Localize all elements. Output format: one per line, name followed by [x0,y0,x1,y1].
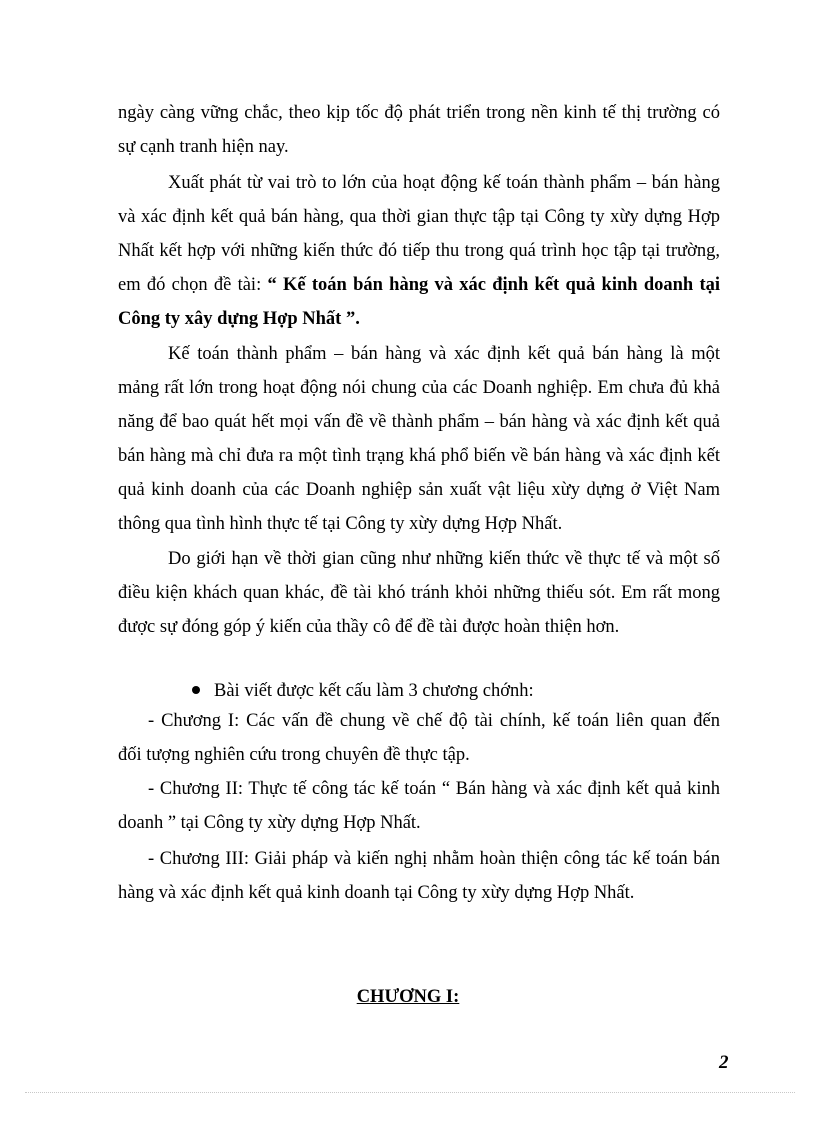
text-line: mảng rất lớn trong hoạt động nói chung của các Doanh nghiệp. Em chưa đủ khả [118,378,720,398]
paragraph-2 [118,166,720,336]
chapter-1 [118,704,720,772]
chapter-heading: CHƯƠNG I: [356,987,460,1007]
footer-divider [25,1092,795,1093]
text-line: - Chương III: Giải pháp và kiến nghị nhằm hoàn thiện công tác kế toán bán [148,849,720,869]
text-line: được sự đóng góp ý kiến của thầy cô để đề tài được hoàn thiện hơn. [118,617,620,637]
bullet-text: Bài viết được kết cấu làm 3 chương chớnh: [214,681,534,701]
text-line: Nhất kết hợp với những kiến thức đó tiếp thu trong quá trình học tập tại trường, [118,241,720,261]
text-line: - Chương II: Thực tế công tác kế toán “ Bán hàng và xác định kết quả kinh [148,779,720,799]
chapter-2 [118,772,720,840]
text-line: Kế toán thành phẩm – bán hàng và xác định kết quả bán hàng là một [168,344,720,364]
chapter-3 [118,842,720,910]
text-line: năng để bao quát hết mọi vấn đề về thành phẩm – bán hàng và xác định kết quả [118,412,720,432]
text-line: bán hàng mà chỉ đưa ra một tình trạng khá phổ biến về bán hàng và xác định kết [118,446,720,466]
text-line: hàng và xác định kết quả kinh doanh tại Công ty xừy dựng Hợp Nhất. [118,883,635,903]
text-line [118,268,720,302]
text-line: và xác định kết quả bán hàng, qua thời gian thực tập tại Công ty xừy dựng Hợp [118,207,720,227]
bullet-item [192,674,534,708]
text-line: điều kiện khách quan khác, đề tài khó tránh khỏi những thiếu sót. Em rất mong [118,583,720,603]
text-line [118,302,720,336]
text-line: doanh ” tại Công ty xừy dựng Hợp Nhất. [118,813,421,833]
text-line: thông qua tình hình thực tế tại Công ty xừy dựng Hợp Nhất. [118,514,563,534]
bullet-icon [192,686,200,694]
topic-title: “ Kế toán bán hàng và xác định kết quả kinh doanh tại [267,275,720,295]
text-line: ngày càng vững chắc, theo kịp tốc độ phát triển trong nền kinh tế thị trường có [118,103,720,123]
text-line: quả kinh doanh của các Doanh nghiệp sản xuất vật liệu xừy dựng ở Việt Nam [118,480,720,500]
text-line: - Chương I: Các vấn đề chung về chế độ tài chính, kế toán liên quan đến [148,711,720,731]
text-normal: em đó chọn đề tài: [118,275,268,295]
page-number: 2 [719,1052,729,1073]
paragraph-4 [118,542,720,644]
text-line: Do giới hạn về thời gian cũng như những kiến thức về thực tế và một số [168,549,720,569]
topic-title: Công ty xây dựng Hợp Nhất ”. [118,309,360,329]
text-line: sự cạnh tranh hiện nay. [118,137,289,157]
paragraph-1 [118,96,720,164]
text-line: Xuất phát từ vai trò to lớn của hoạt động kế toán thành phẩm – bán hàng [168,173,720,193]
text-line: đối tượng nghiên cứu trong chuyên đề thực tập. [118,745,470,765]
paragraph-3 [118,337,720,541]
